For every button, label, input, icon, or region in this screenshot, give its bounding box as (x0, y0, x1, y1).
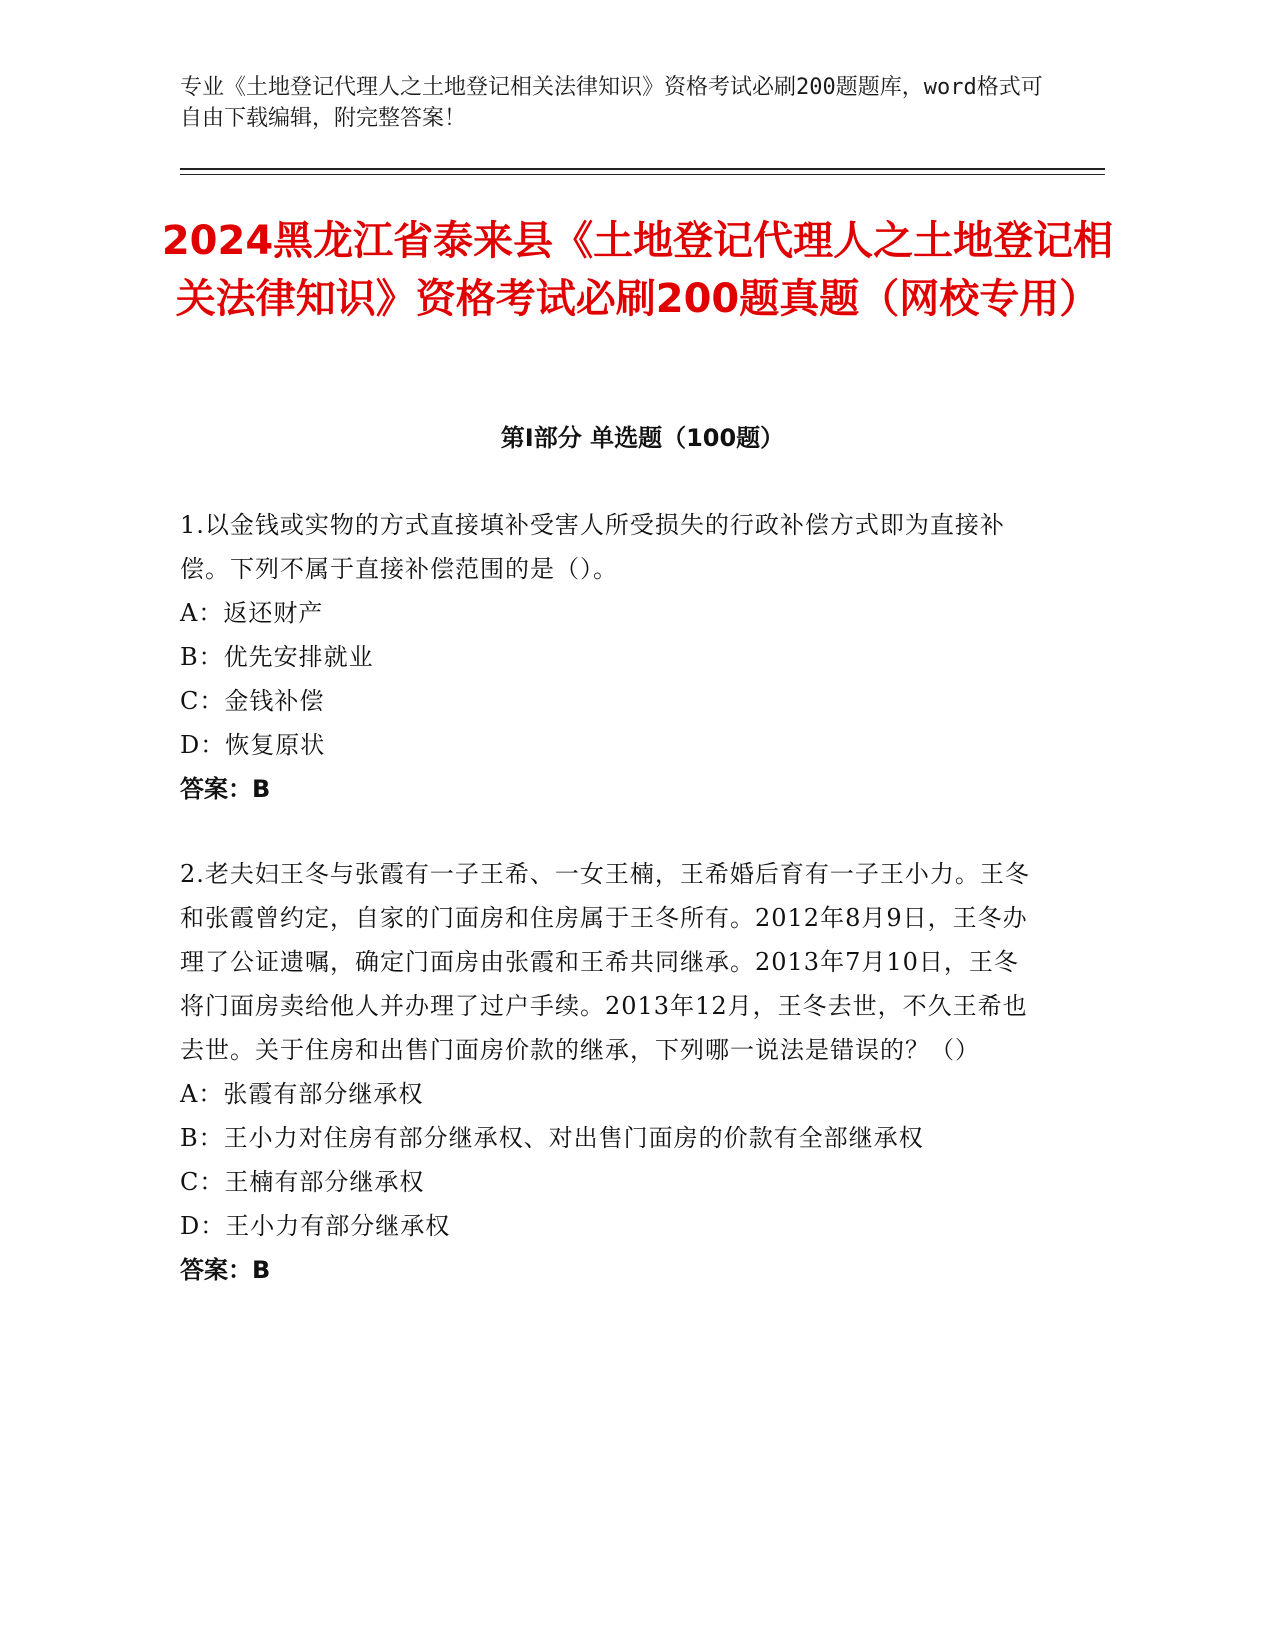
option-a: A：返还财产 (180, 599, 324, 627)
document-header: 专业《土地登记代理人之土地登记相关法律知识》资格考试必刷200题题库，word格式可自由下载编辑，附完整答案！ (180, 75, 1043, 131)
question-1 (180, 503, 1030, 811)
option-d: D：王小力有部分继承权 (180, 1212, 451, 1240)
option-b: B：王小力对住房有部分继承权、对出售门面房的价款有全部继承权 (180, 1124, 924, 1152)
question-stem: 2.老夫妇王冬与张霞有一子王希、一女王楠，王希婚后育有一子王小力。王冬和张霞曾约定，自家的门面房和住房属于王冬所有。2012年8月9日，王冬办理了公证遗嘱，确定门面房由张霞和王希共同继承。2013年7月10日，王冬将门面房卖给他人并办理了过户手续。2013年12月，王冬去世，不久王希也去世。关于住房和出售门面房价款的继承，下列哪一说法是错误的？（） (180, 860, 1030, 1064)
header-divider-thin (180, 174, 1105, 175)
option-d: D：恢复原状 (180, 731, 326, 759)
answer: 答案：B (180, 1256, 271, 1284)
question-2 (180, 852, 1030, 1292)
question-stem: 1.以金钱或实物的方式直接填补受害人所受损失的行政补偿方式即为直接补偿。下列不属于直接补偿范围的是（）。 (180, 511, 1005, 583)
section-title: 第Ⅰ部分 单选题（100题） (500, 424, 785, 452)
answer: 答案：B (180, 775, 271, 803)
document-title: 2024黑龙江省泰来县《土地登记代理人之土地登记相关法律知识》资格考试必刷200题真题（网校专用） (161, 218, 1114, 322)
header-divider-thick (180, 168, 1105, 170)
option-a: A：张霞有部分继承权 (180, 1080, 424, 1108)
option-c: C：金钱补偿 (180, 687, 325, 715)
option-c: C：王楠有部分继承权 (180, 1168, 425, 1196)
option-b: B：优先安排就业 (180, 643, 374, 671)
